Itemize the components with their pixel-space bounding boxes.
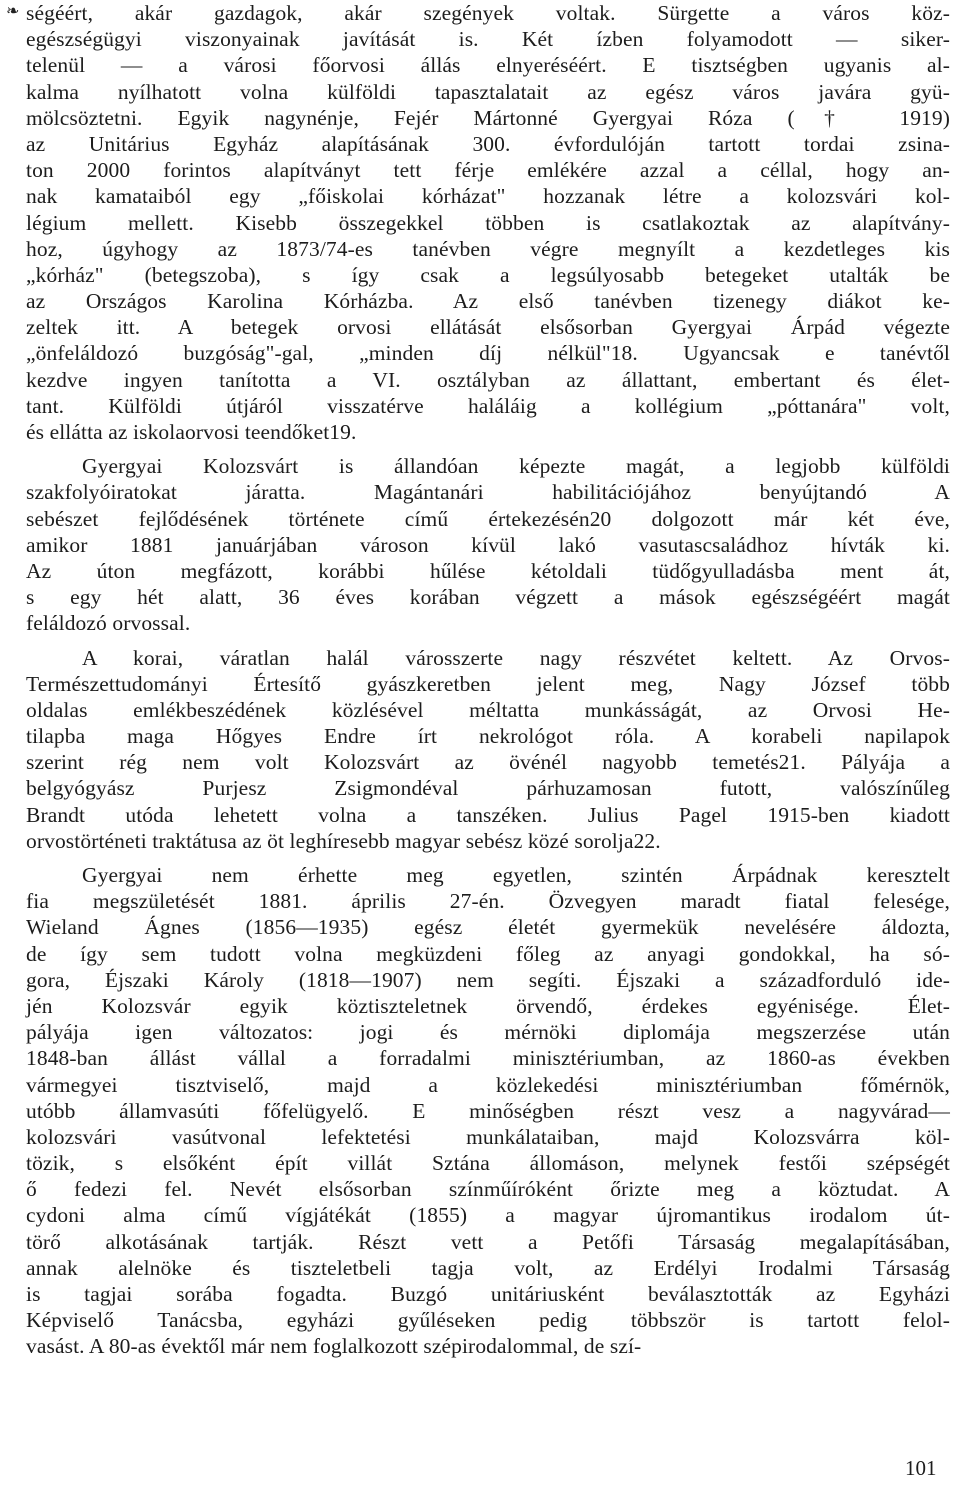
paragraph (26, 645, 950, 855)
text-line: zeltek itt. A betegek orvosi ellátását elsősorban Gyergyai Árpád végezte (26, 315, 950, 340)
text-line: kolozsvári vasútvonal lefektetési munkálataiban, majd Kolozsvárra köl- (26, 1124, 950, 1149)
text-line: orvostörténeti traktátusa az öt leghíresebb magyar sebész közé sorolja22. (26, 828, 661, 853)
text-line: utóbb államvasúti főfelügyelő. E minőségben részt vesz a nagyvárad— (26, 1098, 950, 1123)
text-line: gora, Éjszaki Károly (1818—1907) nem segíti. Éjszaki a századforduló ide- (26, 967, 950, 992)
text-line: az Országos Karolina Kórházba. Az első tanévben tizenegy diákot ke- (26, 289, 950, 314)
text-line: nak kamataiból egy „főiskolai kórházat" hozzanak létre a kolozsvári kol- (26, 184, 950, 209)
text-line: is tagjai sorába fogadta. Buzgó unitáriusként beválasztották az Egyházi (26, 1282, 950, 1306)
text-line: s egy hét alatt, 36 éves korában végzett a mások egészségéért magát (26, 585, 950, 610)
text-line: Gyergyai nem érhette meg egyetlen, szintén Árpádnak keresztelt (82, 863, 950, 887)
text-line: ségéért, akár gazdagok, akár szegények voltak. Sürgette a város köz- (26, 1, 950, 25)
text-line: 1848-ban állást vállal a forradalmi minisztériumban, az 1860-as években (26, 1046, 950, 1071)
paragraph (26, 453, 950, 636)
text-line: kalma nyílhatott volna külföldi tapasztalatait az egész város javára gyü- (26, 79, 950, 104)
text-line: de így sem tudott volna megküzdeni főleg az anyagi gondokkal, ha só- (26, 941, 950, 966)
text-line: „kórház" (betegszoba), s így csak a legsúlyosabb betegeket utalták be (26, 262, 950, 287)
text-line: vármegyei tisztviselő, majd a közlekedési minisztériumban főmérnök, (26, 1072, 950, 1097)
text-line: az Unitárius Egyház alapításának 300. évfordulóján tartott tordai zsina- (26, 131, 950, 156)
paragraph-gap (26, 637, 950, 645)
margin-mark: ❧ (6, 3, 20, 20)
text-line: Természettudományi Értesítő gyászkeretben jelent meg, Nagy József több (26, 671, 950, 696)
text-line: hoz, úgyhogy az 1873/74-es tanévben végre megnyílt a kezdetleges kis (26, 236, 950, 261)
text-line: A korai, váratlan halál városszerte nagy részvétet keltett. Az Orvos- (82, 645, 950, 670)
text-line: feláldozó orvossal. (26, 611, 191, 636)
page-body (26, 0, 950, 1360)
text-line: oldalas emlékbeszédének közlésével méltatta munkásságát, az Orvosi He- (26, 697, 950, 722)
text-line: belgyógyász Purjesz Zsigmondéval párhuzamosan futott, valószínűleg (26, 776, 950, 801)
text-line: „önfeláldozó buzgóság"-gal, „minden díj nélkül"18. Ugyancsak e tanévtől (26, 341, 950, 366)
text-line: ton 2000 forintos alapítványt tett férje emlékére azzal a céllal, hogy an- (26, 158, 950, 183)
text-line: egészségügyi viszonyainak javítását is. Két ízben folyamodott — siker- (26, 27, 950, 52)
text-line: sebészet fejlődésének története című értekezésén20 dolgozott már két éve, (26, 506, 950, 531)
text-line: annak alelnöke és tiszteletbeli tagja volt, az Erdélyi Irodalmi Társaság (26, 1255, 950, 1280)
text-line: Gyergyai Kolozsvárt is állandóan képezte magát, a legjobb külföldi (82, 454, 950, 479)
paragraph (26, 862, 950, 1360)
text-line: jén Kolozsvár egyik köztiszteletnek örvendő, érdekes egyénisége. Élet- (26, 993, 950, 1018)
text-line: tözik, s elsőként épít villát Sztána állomáson, melynek festői szépségét (26, 1151, 950, 1176)
text-line: Brandt utóda lehetett volna a tanszéken. Julius Pagel 1915-ben kiadott (26, 802, 950, 827)
text-line: légium mellett. Kisebb összegekkel többen is csatlakoztak az alapítvány- (26, 210, 950, 235)
text-line: ő fedezi fel. Nevét elsősorban színműíróként őrizte meg a köztudat. A (26, 1177, 950, 1202)
text-line: tilapba maga Hőgyes Endre írt nekrológot róla. A korabeli napilapok (26, 724, 950, 749)
text-line: és ellátta az iskolaorvosi teendőket19. (26, 420, 357, 444)
text-line: szakfolyóiratokat járatta. Magántanári habilitációjához benyújtandó A (26, 480, 950, 505)
text-line: fia megszületését 1881. április 27-én. Özvegyen maradt fiatal felesége, (26, 889, 950, 914)
text-line: tant. Külföldi útjáról visszatérve haláláig a kollégium „póttanára" volt, (26, 393, 950, 418)
paragraph-gap (26, 445, 950, 453)
text-line: törő alkotásának tartják. Részt vett a Petőfi Társaság megalapításában, (26, 1229, 950, 1254)
text-line: szerint rég nem volt Kolozsvárt az övénél nagyobb temetés21. Pályája a (26, 750, 950, 775)
paragraph (26, 0, 950, 445)
text-line: Az úton megfázott, korábbi hűlése kétoldali tüdőgyulladásba ment át, (26, 558, 950, 583)
text-line: Wieland Ágnes (1856—1935) egész életét gyermekük nevelésére áldozta, (26, 915, 950, 940)
text-line: vasást. A 80-as évektől már nem foglalkozott szépirodalommal, de szí- (26, 1334, 642, 1359)
text-line: Képviselő Tanácsba, egyházi gyűléseken pedig többször is tartott felol- (26, 1308, 950, 1333)
paragraph-gap (26, 854, 950, 862)
text-line: cydoni alma című vígjátékát (1855) a magyar újromantikus irodalom út- (26, 1203, 950, 1228)
page-number: 101 (905, 1456, 937, 1480)
text-line: mölcsöztetni. Egyik nagynénje, Fejér Mártonné Gyergyai Róza († 1919) (26, 105, 950, 130)
text-line: amikor 1881 januárjában városon kívül lakó vasutascsaládhoz hívták ki. (26, 532, 950, 557)
text-line: telenül — a városi főorvosi állás elnyeréséért. E tisztségben ugyanis al- (26, 53, 950, 78)
text-line: kezdve ingyen tanította a VI. osztályban az állattant, embertant és élet- (26, 367, 950, 392)
text-line: pályája igen változatos: jogi és mérnöki diplomája megszerzése után (26, 1020, 950, 1045)
